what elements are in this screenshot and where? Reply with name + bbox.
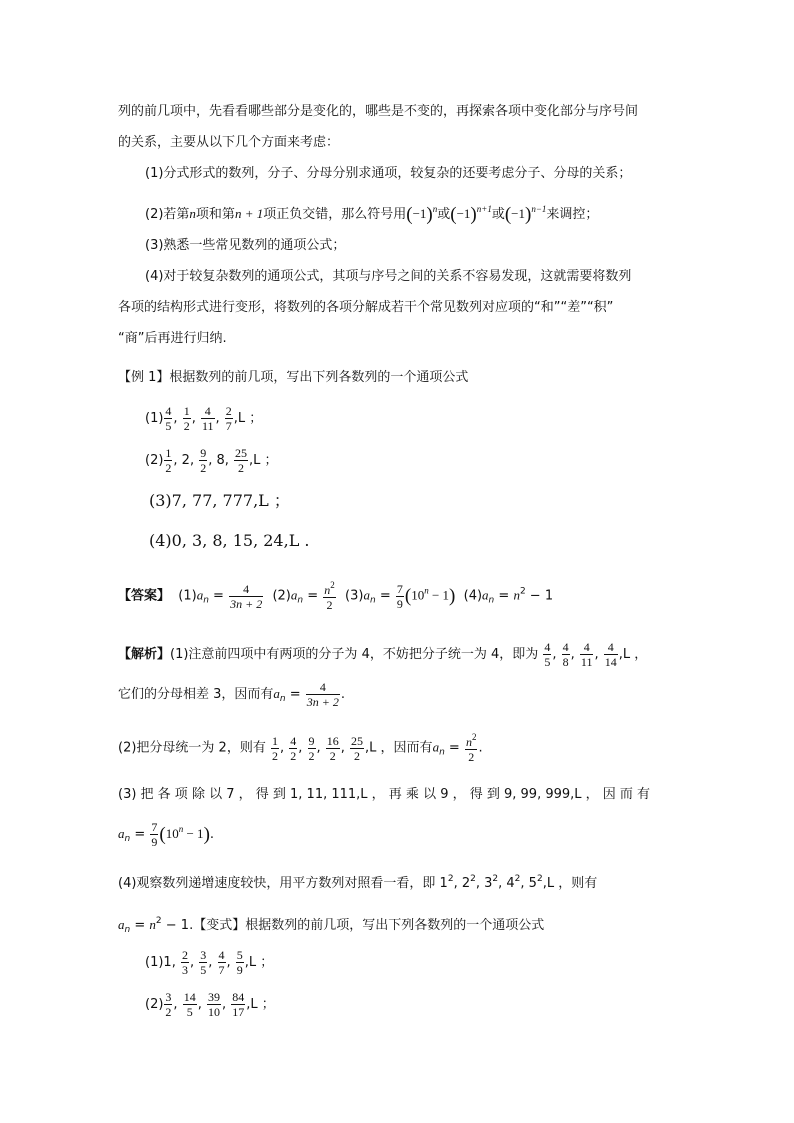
intro-line-1: 列的前几项中，先看看哪些部分是变化的，哪些是不变的，再探索各项中变化部分与序号间 [118,104,639,119]
analysis-step-1-cont: 它们的分母相差 3，因而有$a_n$ = $\frac{4}{3n + 2}$ . [118,680,346,709]
intro-point-4-line-2: 各项的结构形式进行变形，将数列的各项分解成若干个常见数列对应项的“和”“差”“积” [118,300,614,315]
example-question-3: (3)7, 77, 777,L ； [149,491,290,510]
analysis-step-1: 【解析】(1)注意前四项中有两项的分子为 4，不妨把分子统一为 4，即为 $\frac{4}{5}$ , $\frac{4}{8}$ , $\frac{4}{11}$ , $\frac{4}{14}$ ,L ， [118,640,648,669]
intro-point-4-line-3: “商”后再进行归纳. [118,331,227,346]
analysis-step-2: (2)把分母统一为 2，则有 $\frac{1}{2}$ , $\frac{4}{2}$ , $\frac{9}{2}$ , $\frac{16}{2}$ , $\frac{25}{2}$ ,L ，因而有$a_n$ = $\frac{n^2}{2}$ . [118,732,483,764]
variant-question-1: (1)1, $\frac{2}{3}$ , $\frac{3}{5}$ , $\frac{4}{7}$ , $\frac{5}{9}$ ,L ； [145,948,274,977]
intro-point-4-line-1: (4)对于较复杂数列的通项公式，其项与序号之间的关系不容易发现，这就需要将数列 [145,269,632,284]
intro-point-2: (2)若第n项和第n + 1项正负交错，那么符号用$(-1)^n$或$(-1)^{n+1}$或$(-1)^{n-1}$来调控； [145,204,599,225]
analysis-step-4: (4)观察数列递增速度较快，用平方数列对照看一看，即 $1^2$, $2^2$, $3^2$, $4^2$, $5^2,L$ ，则有 [118,874,598,891]
example-question-1: (1) $\frac{4}{5}$ , $\frac{1}{2}$ , $\frac{4}{11}$ , $\frac{2}{7}$ ,L ； [145,404,263,433]
intro-point-1: (1)分式形式的数列，分子、分母分别求通项，较复杂的还要考虑分子、分母的关系； [145,166,632,181]
example-question-4: (4)0, 3, 8, 15, 24,L . [149,531,310,550]
answer-line: 【答案】 $(1)a_n$ = $\frac{4}{3n + 2}$ $(2)a_n$ = $\frac{n^2}{2}$ $(3)a_n$ = $\frac{7}{9}$ $(10^n - 1) (4)a_n = n^2 - 1$ [118,580,554,612]
analysis-step-3-cont: $a_n$ = $\frac{7}{9}$ $(10^n - 1)$. [118,820,215,849]
example-title: 【例 1】根据数列的前几项，写出下列各数列的一个通项公式 [118,370,469,385]
variant-question-2: (2) $\frac{3}{2}$ , $\frac{14}{5}$ , $\frac{39}{10}$ , $\frac{84}{17}$ ,L ； [145,990,275,1019]
example-question-2: (2) $\frac{1}{2}$ , 2, $\frac{9}{2}$ , 8, $\frac{25}{2}$ ,L ； [145,446,278,475]
analysis-step-3: (3) 把 各 项 除 以 7 ， 得 到 1, 11, 111,L ， 再 乘 以 9 ， 得 到 9, 99, 999,L ， 因 而 有 [118,787,651,802]
analysis-step-4-cont: $a_n = n^2 - 1$.【变式】根据数列的前几项，写出下列各数列的一个通项公式 [118,916,545,935]
intro-line-2: 的关系，主要从以下几个方面来考虑： [118,135,340,150]
intro-point-3: (3)熟悉一些常见数列的通项公式； [145,238,346,253]
